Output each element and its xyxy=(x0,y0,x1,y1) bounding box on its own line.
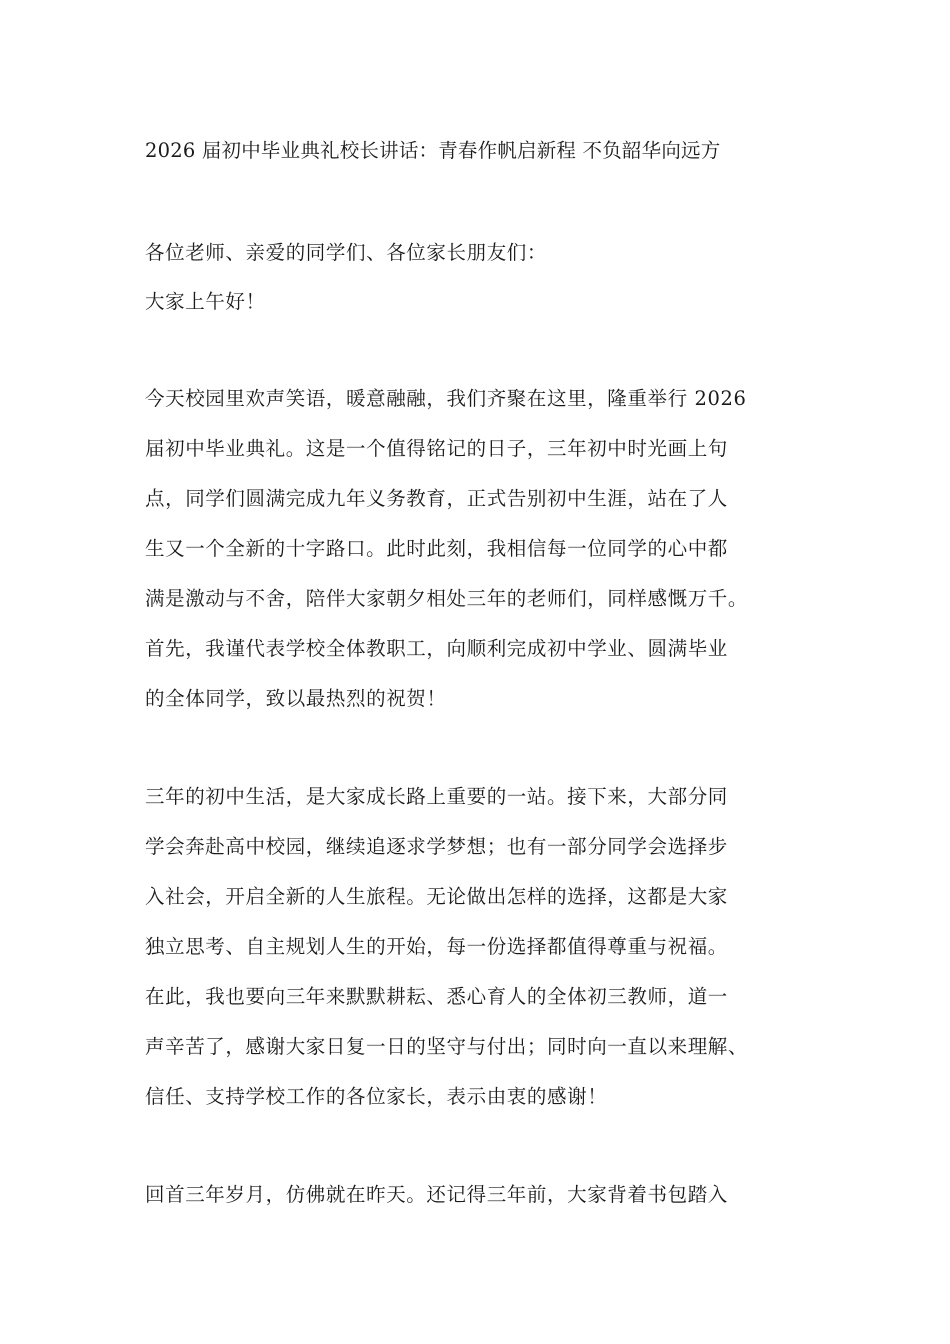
paragraph-line: 在此，我也要向三年来默默耕耘、悉心育人的全体初三教师，道一 xyxy=(145,985,728,1008)
paragraph-line: 入社会，开启全新的人生旅程。无论做出怎样的选择，这都是大家 xyxy=(145,885,728,908)
document-title: 2026 届初中毕业典礼校长讲话：青春作帆启新程 不负韶华向远方 xyxy=(145,139,721,162)
paragraph-line: 声辛苦了，感谢大家日复一日的坚守与付出；同时向一直以来理解、 xyxy=(145,1035,749,1058)
paragraph-line: 独立思考、自主规划人生的开始，每一份选择都值得尊重与祝福。 xyxy=(145,935,728,958)
paragraph-line: 的全体同学，致以最热烈的祝贺！ xyxy=(145,687,447,710)
paragraph-line: 点，同学们圆满完成九年义务教育，正式告别初中生涯，站在了人 xyxy=(145,487,728,510)
paragraph-line: 学会奔赴高中校园，继续追逐求学梦想；也有一部分同学会选择步 xyxy=(145,835,728,858)
salutation: 各位老师、亲爱的同学们、各位家长朋友们： xyxy=(145,241,548,264)
paragraph-line: 三年的初中生活，是大家成长路上重要的一站。接下来，大部分同 xyxy=(145,785,728,808)
paragraph-line: 生又一个全新的十字路口。此时此刻，我相信每一位同学的心中都 xyxy=(145,537,728,560)
paragraph-line: 回首三年岁月，仿佛就在昨天。还记得三年前，大家背着书包踏入 xyxy=(145,1183,728,1206)
paragraph-line: 届初中毕业典礼。这是一个值得铭记的日子，三年初中时光画上句 xyxy=(145,437,728,460)
paragraph-line: 今天校园里欢声笑语，暖意融融，我们齐聚在这里，隆重举行 2026 xyxy=(145,387,747,410)
greeting: 大家上午好！ xyxy=(145,290,266,313)
paragraph-line: 满是激动与不舍，陪伴大家朝夕相处三年的老师们，同样感慨万千。 xyxy=(145,587,749,610)
paragraph-line: 首先，我谨代表学校全体教职工，向顺利完成初中学业、圆满毕业 xyxy=(145,637,728,660)
paragraph-line: 信任、支持学校工作的各位家长，表示由衷的感谢！ xyxy=(145,1085,608,1108)
